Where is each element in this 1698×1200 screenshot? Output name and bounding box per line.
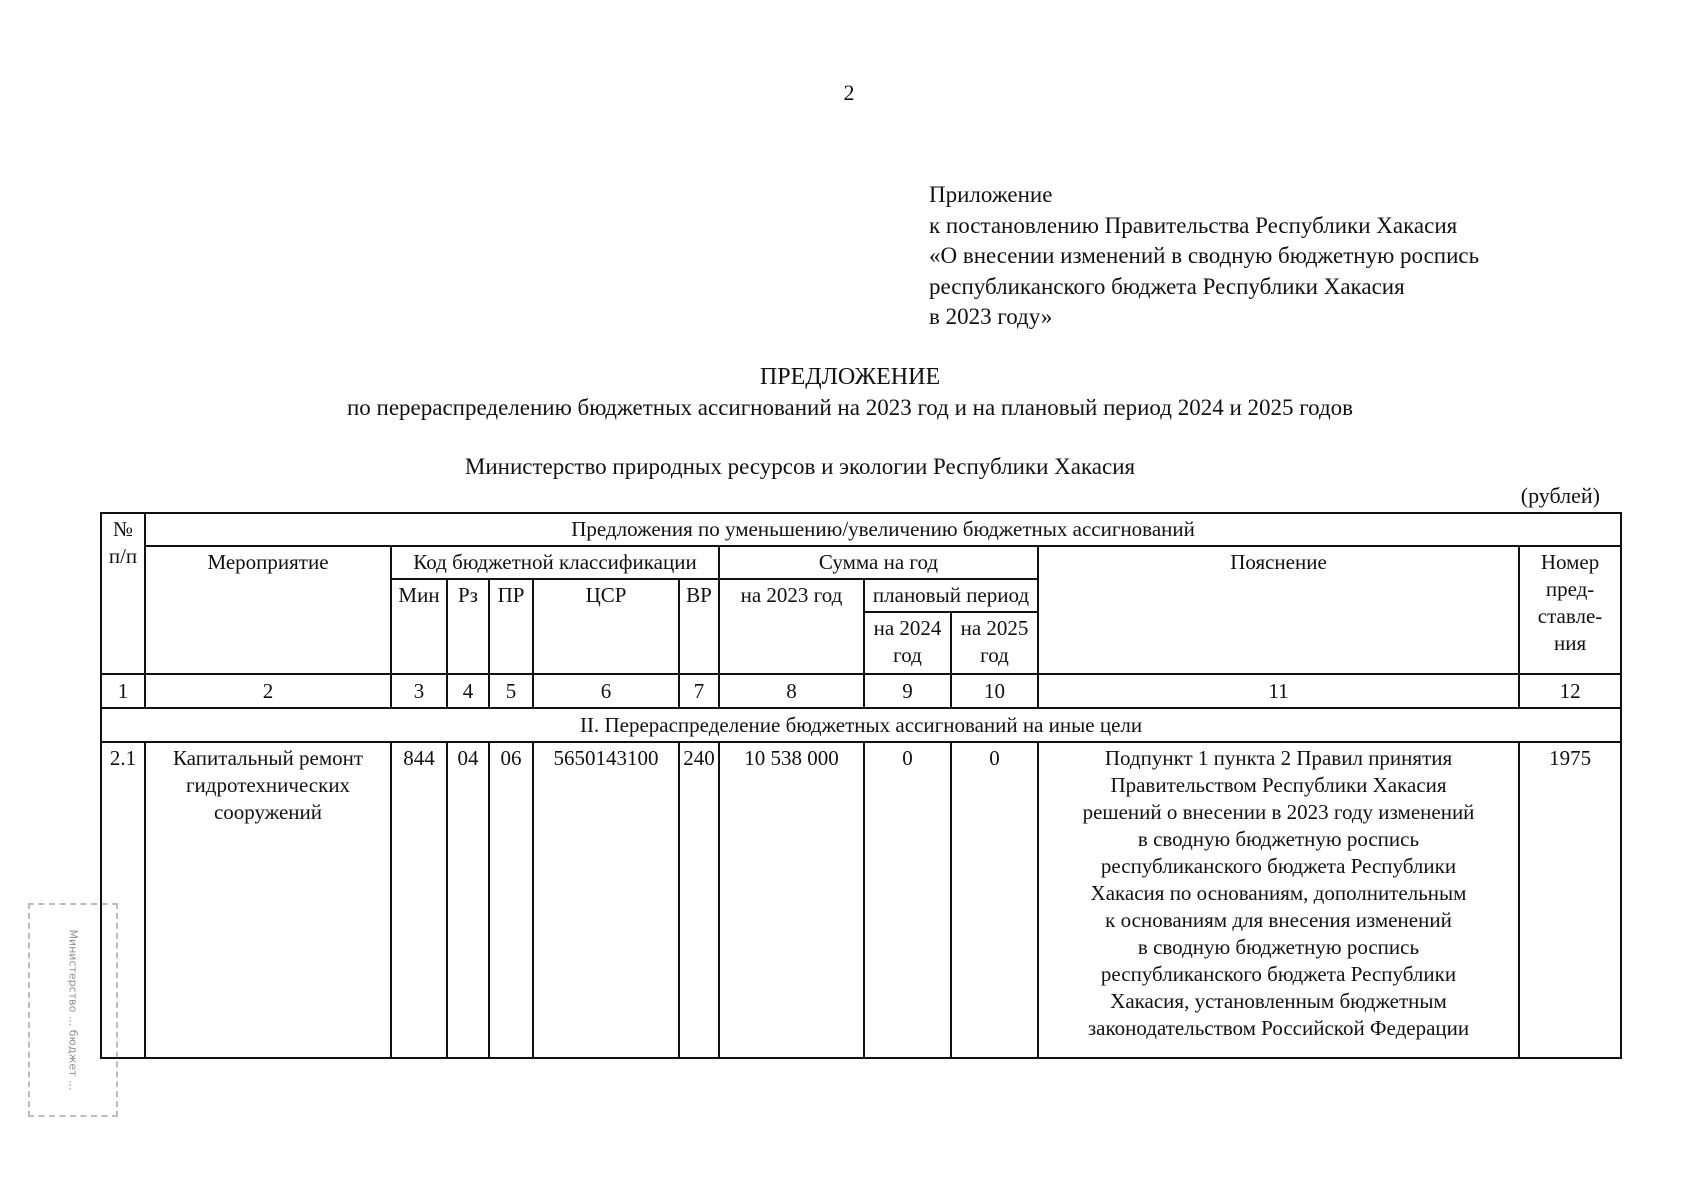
column-number: 2 xyxy=(145,674,391,708)
header-explanation: Пояснение xyxy=(1038,546,1519,674)
header-year-2024: на 2024 год xyxy=(864,612,951,674)
column-number: 10 xyxy=(951,674,1038,708)
row-min: 844 xyxy=(391,742,447,1058)
header-csr: ЦСР xyxy=(533,579,679,674)
explanation-line: Правительством Республики Хакасия xyxy=(1110,773,1447,797)
row-rz: 04 xyxy=(447,742,489,1058)
header-rz: Рз xyxy=(447,579,489,674)
header-proposals: Предложения по уменьшению/увеличению бюджетных ассигнований xyxy=(145,513,1621,546)
ministry-name: Министерство природных ресурсов и экологии Республики Хакасия xyxy=(464,454,1136,479)
header-submission-number: Номер пред-ставле-ния xyxy=(1519,546,1621,674)
header-vr: ВР xyxy=(679,579,719,674)
explanation-line: республиканского бюджета Республики xyxy=(1100,854,1457,878)
row-num: 2.1 xyxy=(101,742,145,1058)
column-number: 4 xyxy=(447,674,489,708)
appendix-line: Приложение xyxy=(929,182,1053,207)
row-csr: 5650143100 xyxy=(533,742,679,1058)
header-event: Мероприятие xyxy=(145,546,391,674)
explanation-line: Подпункт 1 пункта 2 Правил принятия xyxy=(1104,746,1453,770)
stamp-text: Министерство ... бюджет ... xyxy=(66,929,80,1091)
table-row xyxy=(101,742,1621,1058)
row-submission-number: 1975 xyxy=(1519,742,1621,1058)
column-number: 9 xyxy=(864,674,951,708)
header-num: № п/п xyxy=(101,513,145,674)
column-number: 6 xyxy=(533,674,679,708)
section-title: II. Перераспределение бюджетных ассигнований на иные цели xyxy=(101,708,1621,742)
explanation-line: Хакасия, установленным бюджетным xyxy=(1110,989,1447,1013)
units-label: (рублей) xyxy=(1520,483,1600,508)
header-sum: Сумма на год xyxy=(719,546,1038,579)
document-title: ПРЕДЛОЖЕНИЕ xyxy=(759,364,941,390)
column-number: 11 xyxy=(1038,674,1519,708)
row-pr: 06 xyxy=(489,742,533,1058)
explanation-line: республиканского бюджета Республики xyxy=(1100,962,1457,986)
document-subtitle: по перераспределению бюджетных ассигнований на 2023 год и на плановый период 2024 и 2025 годов xyxy=(346,395,1354,420)
appendix-block xyxy=(929,180,1479,333)
column-number: 8 xyxy=(719,674,864,708)
column-number: 5 xyxy=(489,674,533,708)
header-pr: ПР xyxy=(489,579,533,674)
row-sum-2024: 0 xyxy=(864,742,951,1058)
column-number: 7 xyxy=(679,674,719,708)
column-number: 1 xyxy=(101,674,145,708)
appendix-line: «О внесении изменений в сводную бюджетную роспись xyxy=(929,243,1480,268)
explanation-line: к основаниям для внесения изменений xyxy=(1105,908,1452,932)
header-year-2025: на 2025 год xyxy=(951,612,1038,674)
header-code: Код бюджетной классификации xyxy=(391,546,719,579)
row-sum-2023: 10 538 000 xyxy=(719,742,864,1058)
explanation-line: законодательством Российской Федерации xyxy=(1087,1016,1470,1040)
page-number: 2 xyxy=(843,80,855,105)
explanation-line: в сводную бюджетную роспись xyxy=(1137,827,1420,851)
row-event: Капитальный ремонт гидротехнических сооружений xyxy=(145,742,391,1058)
appendix-line: республиканского бюджета Республики Хакасия xyxy=(929,273,1405,299)
explanation-line: решений о внесении в 2023 году изменений xyxy=(1082,800,1475,824)
column-number: 12 xyxy=(1519,674,1621,708)
budget-table xyxy=(100,512,1622,1059)
header-min: Мин xyxy=(391,579,447,674)
row-sum-2025: 0 xyxy=(951,742,1038,1058)
approval-stamp xyxy=(28,903,118,1117)
explanation-line: Хакасия по основаниям, дополнительным xyxy=(1090,881,1467,905)
header-planned-period: плановый период xyxy=(864,579,1038,612)
row-explanation xyxy=(1038,742,1519,1058)
appendix-line: в 2023 году» xyxy=(929,304,1053,329)
column-number: 3 xyxy=(391,674,447,708)
header-year-2023: на 2023 год xyxy=(719,579,864,674)
explanation-line: в сводную бюджетную роспись xyxy=(1137,935,1420,959)
appendix-line: к постановлению Правительства Республики Хакасия xyxy=(929,212,1458,238)
row-vr: 240 xyxy=(679,742,719,1058)
